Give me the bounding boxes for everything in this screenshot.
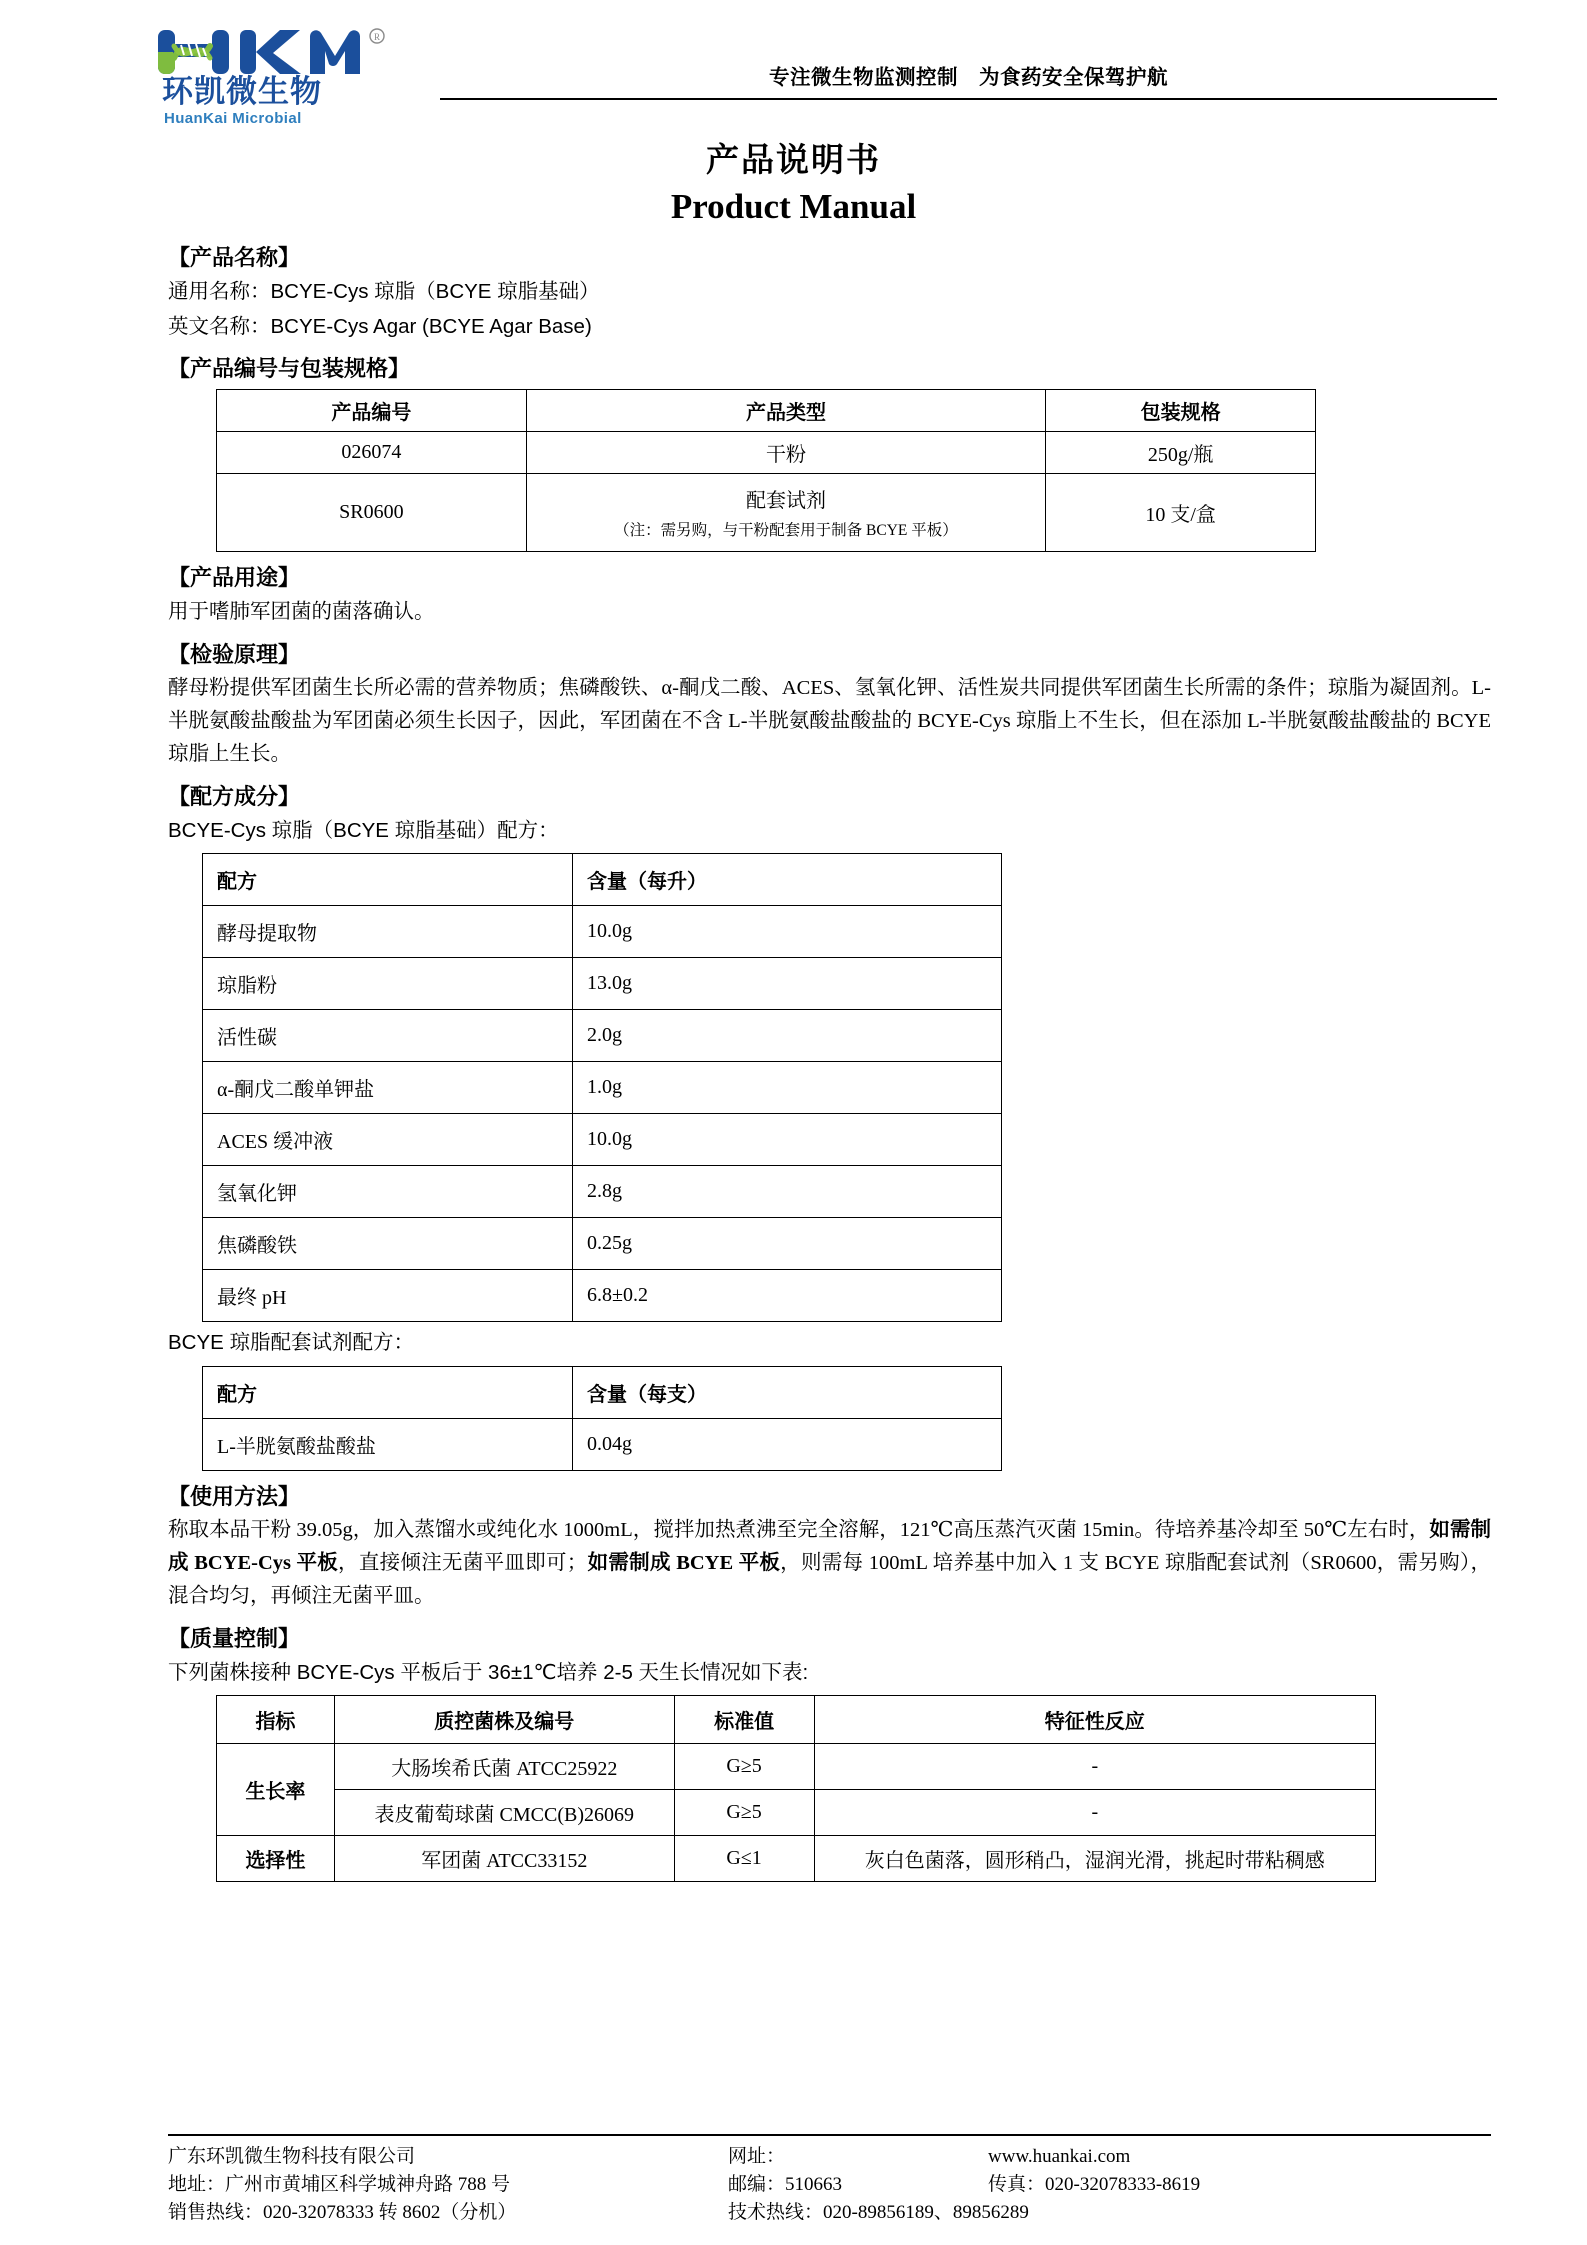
english-name-label: 英文名称： — [168, 315, 271, 339]
spec-col-pack: 包装规格 — [1046, 390, 1316, 432]
footer-tech-value: 020-89856189、89856289 — [823, 2201, 1029, 2223]
footer-hotline-line — [168, 2199, 1491, 2227]
formula2-col-name: 配方 — [203, 1366, 573, 1418]
page-title-cn: 产品说明书 — [706, 140, 881, 179]
formula-caption-2: BCYE 琼脂配套试剂配方： — [168, 1331, 415, 1355]
spec-col-code: 产品编号 — [217, 390, 527, 432]
footer-company-line — [168, 2143, 1491, 2171]
spec-pack-0: 250g/瓶 — [1046, 432, 1316, 474]
spec-col-type: 产品类型 — [526, 390, 1045, 432]
qc-caption: 下列菌株接种 BCYE-Cys 平板后于 36±1℃培养 2-5 天生长情况如下表: — [168, 1661, 809, 1685]
table-row — [217, 1836, 1376, 1882]
spec-type-1-note: （注：需另购，与干粉配套用于制备 BCYE 平板） — [614, 521, 958, 539]
formula-name-3: α-酮戊二酸单钾盐 — [203, 1062, 573, 1114]
formula-amount-3: 1.0g — [573, 1062, 1002, 1114]
table-row — [203, 906, 1002, 958]
section-heading-formula: 【配方成分】 — [168, 785, 301, 811]
generic-name-value: BCYE-Cys 琼脂（BCYE 琼脂基础） — [270, 280, 600, 303]
footer-zip — [728, 2171, 988, 2199]
section-heading-principle: 【检验原理】 — [168, 642, 301, 668]
qc-col-indicator: 指标 — [217, 1696, 335, 1744]
footer-website-label: 网址： — [728, 2145, 786, 2167]
formula2-amount-0: 0.04g — [573, 1418, 1002, 1470]
formula-name-4: ACES 缓冲液 — [203, 1114, 573, 1166]
footer-address — [168, 2171, 728, 2199]
formula-name-0: 酵母提取物 — [203, 906, 573, 958]
table-row — [203, 1114, 1002, 1166]
spec-table — [216, 389, 1316, 552]
table-row — [203, 1010, 1002, 1062]
formula2-table-header-row — [203, 1366, 1002, 1418]
footer-sales — [168, 2199, 728, 2227]
formula-amount-5: 2.8g — [573, 1166, 1002, 1218]
header-slogan: 专注微生物监测控制 为食药安全保驾护航 — [769, 65, 1168, 89]
formula-amount-0: 10.0g — [573, 906, 1002, 958]
qc-reaction-2: 灰白色菌落，圆形稍凸，湿润光滑，挑起时带粘稠感 — [814, 1836, 1375, 1882]
footer-address-label: 地址： — [168, 2173, 226, 2195]
formula-name-2: 活性碳 — [203, 1010, 573, 1062]
qc-indicator-0: 生长率 — [217, 1744, 335, 1836]
purpose-text: 用于嗜肺军团菌的菌落确认。 — [168, 600, 435, 624]
footer-zip-value: 510663 — [785, 2173, 843, 2195]
footer-divider — [168, 2134, 1491, 2136]
footer-sales-label: 销售热线： — [168, 2201, 264, 2223]
table-row — [217, 432, 1316, 474]
footer-sales-value: 020-32078333 转 8602（分机） — [263, 2201, 517, 2223]
document-body — [0, 241, 1587, 1882]
company-logo — [140, 18, 440, 127]
formula-name-1: 琼脂粉 — [203, 958, 573, 1010]
logo-chinese-name: 环凯微生物 — [162, 74, 322, 109]
qc-reaction-1: - — [814, 1790, 1375, 1836]
qc-col-reaction: 特征性反应 — [814, 1696, 1375, 1744]
section-heading-method: 【使用方法】 — [168, 1484, 301, 1510]
spec-pack-1: 10 支/盒 — [1046, 474, 1316, 552]
section-heading-qc: 【质量控制】 — [168, 1627, 301, 1653]
qc-strain-0: 大肠埃希氏菌 ATCC25922 — [334, 1744, 674, 1790]
method-bold-2: 如需制成 BCYE 平板 — [587, 1551, 781, 1574]
formula-table-reagent — [202, 1366, 1002, 1471]
table-row — [217, 1790, 1376, 1836]
formula-amount-7: 6.8±0.2 — [573, 1270, 1002, 1322]
qc-strain-2: 军团菌 ATCC33152 — [334, 1836, 674, 1882]
footer-tech-label: 技术热线： — [728, 2201, 824, 2223]
method-part-2: ，直接倾注无菌平皿即可； — [338, 1551, 588, 1574]
formula-amount-2: 2.0g — [573, 1010, 1002, 1062]
spec-table-header-row — [217, 390, 1316, 432]
spec-type-1-main: 配套试剂 — [745, 489, 826, 512]
formula-table-header-row — [203, 854, 1002, 906]
qc-standard-2: G≤1 — [674, 1836, 814, 1882]
english-name-value: BCYE-Cys Agar (BCYE Agar Base) — [270, 315, 592, 339]
spec-code-0: 026074 — [217, 432, 527, 474]
footer-zip-label: 邮编： — [728, 2173, 786, 2195]
section-heading-product-name: 【产品名称】 — [168, 246, 301, 271]
qc-standard-1: G≥5 — [674, 1790, 814, 1836]
formula-caption-1: BCYE-Cys 琼脂（BCYE 琼脂基础）配方： — [168, 819, 559, 843]
table-row — [217, 1744, 1376, 1790]
formula-name-6: 焦磷酸铁 — [203, 1218, 573, 1270]
table-row — [203, 1418, 1002, 1470]
svg-text:R: R — [373, 32, 381, 42]
spec-type-1 — [526, 474, 1045, 552]
table-row — [203, 1218, 1002, 1270]
spec-code-1: SR0600 — [217, 474, 527, 552]
principle-text: 酵母粉提供军团菌生长所必需的营养物质；焦磷酸铁、α-酮戊二酸、ACES、氢氧化钾、活性炭共同提供军团菌生长所需的条件；琼脂为凝固剂。L-半胱氨酸盐酸盐为军团菌必须生长因子，因此，军团菌在不含 L-半胱氨酸盐酸盐的 BCYE-Cys 琼脂上不生长，但在添加 L-半胱氨酸盐酸盐的 BCYE 琼脂上生长。 — [168, 676, 1491, 766]
method-text — [168, 1514, 1491, 1614]
header-slogan-area — [440, 18, 1497, 100]
qc-col-strain: 质控菌株及编号 — [334, 1696, 674, 1744]
footer-fax-value: 020-32078333-8619 — [1045, 2173, 1201, 2195]
generic-name-label: 通用名称： — [168, 280, 271, 303]
page-title-en: Product Manual — [670, 187, 917, 226]
qc-col-standard: 标准值 — [674, 1696, 814, 1744]
logo-english-name: HuanKai Microbial — [164, 109, 302, 127]
formula-col-amount: 含量（每升） — [573, 854, 1002, 906]
formula-amount-6: 0.25g — [573, 1218, 1002, 1270]
footer-tech — [728, 2199, 1029, 2227]
footer-fax-label: 传真： — [988, 2173, 1046, 2195]
section-heading-spec: 【产品编号与包装规格】 — [168, 357, 411, 383]
generic-name-line — [168, 275, 1491, 308]
method-bold-1: 如需制成 BCYE-Cys 平板 — [168, 1518, 1491, 1574]
formula2-name-0: L-半胱氨酸盐酸盐 — [203, 1418, 573, 1470]
qc-reaction-0: - — [814, 1744, 1375, 1790]
formula-col-name: 配方 — [203, 854, 573, 906]
footer-address-line — [168, 2171, 1491, 2199]
qc-standard-0: G≥5 — [674, 1744, 814, 1790]
formula-name-7: 最终 pH — [203, 1270, 573, 1322]
page-header — [0, 0, 1587, 127]
page-footer — [0, 2134, 1587, 2227]
method-part-3: ，则需每 100mL 培养基中加入 1 支 BCYE 琼脂配套试剂（SR0600，需另购），混合均匀，再倾注无菌平皿。 — [168, 1551, 1491, 1608]
table-row — [203, 1166, 1002, 1218]
section-heading-purpose: 【产品用途】 — [168, 566, 301, 592]
footer-website[interactable]: www.huankai.com — [988, 2145, 1131, 2167]
method-part-1: 称取本品干粉 39.05g，加入蒸馏水或纯化水 1000mL，搅拌加热煮沸至完全溶解，121℃高压蒸汽灭菌 15min。待培养基冷却至 50℃左右时， — [168, 1518, 1430, 1541]
qc-table — [216, 1695, 1376, 1882]
hkm-logo-icon — [140, 26, 430, 78]
formula-table-base — [202, 853, 1002, 1322]
footer-company: 广东环凯微生物科技有限公司 — [168, 2145, 416, 2167]
formula2-col-amount: 含量（每支） — [573, 1366, 1002, 1418]
qc-table-header-row — [217, 1696, 1376, 1744]
footer-fax — [988, 2171, 1408, 2199]
table-row — [217, 474, 1316, 552]
qc-strain-1: 表皮葡萄球菌 CMCC(B)26069 — [334, 1790, 674, 1836]
header-divider — [440, 98, 1497, 100]
spec-type-0: 干粉 — [526, 432, 1045, 474]
formula-amount-1: 13.0g — [573, 958, 1002, 1010]
formula-amount-4: 10.0g — [573, 1114, 1002, 1166]
english-name-line — [168, 310, 1491, 343]
qc-indicator-2: 选择性 — [217, 1836, 335, 1882]
table-row — [203, 958, 1002, 1010]
table-row — [203, 1270, 1002, 1322]
table-row — [203, 1062, 1002, 1114]
formula-name-5: 氢氧化钾 — [203, 1166, 573, 1218]
footer-address-value: 广州市黄埔区科学城神舟路 788 号 — [225, 2173, 511, 2195]
